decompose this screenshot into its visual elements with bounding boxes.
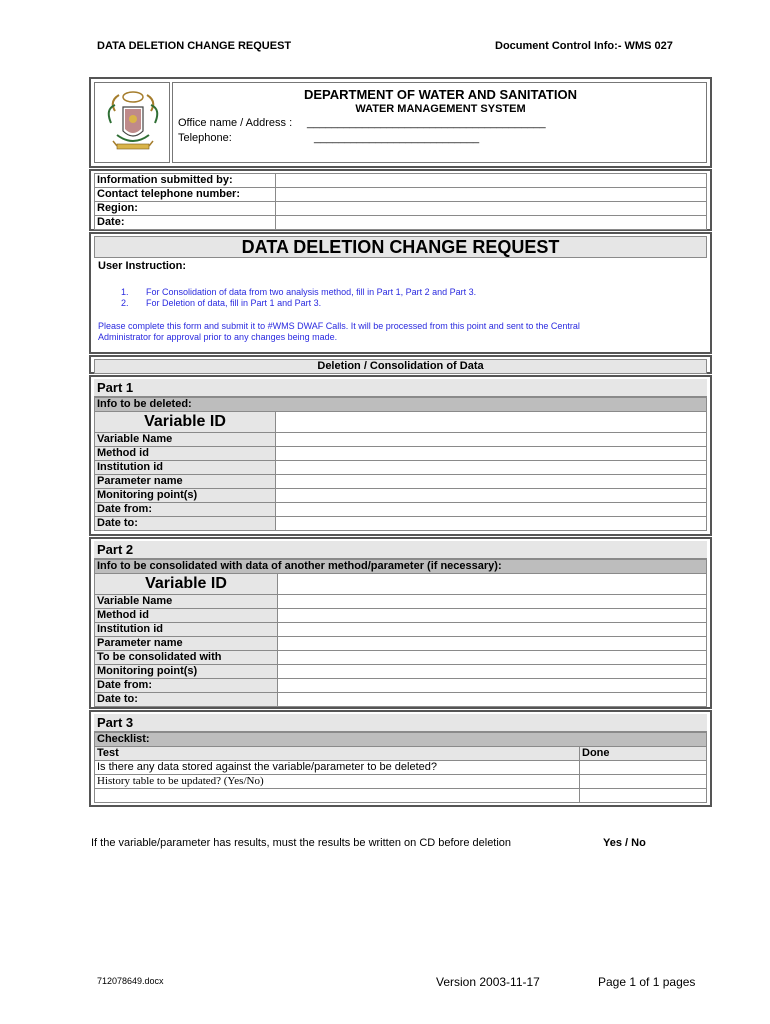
part-2-block [89,537,712,709]
footer-version: Version 2003-11-17 [436,975,540,989]
part-2-monitoring-points-label: Monitoring point(s) [95,665,278,679]
part-1-title: Part 1 [94,379,707,397]
telephone-label: Telephone: [178,132,232,144]
part-1-date-to-label: Date to: [95,517,276,531]
date-label: Date: [95,216,276,230]
checklist-table [94,732,707,803]
part-1-row [95,503,707,517]
instruction-2-number: 2. [121,298,129,308]
checklist-done-3[interactable] [580,789,707,803]
submitted-by-row [95,174,707,188]
checklist-test-3[interactable] [95,789,580,803]
checklist-row [95,761,707,775]
coat-of-arms-cell [94,82,170,163]
part-2-table [94,559,707,707]
cd-backup-question: If the variable/parameter has results, must the results be written on CD before deletion [91,837,512,849]
user-instruction-label: User Instruction: [98,260,187,272]
part-2-variable-id-row [95,574,707,595]
part-2-monitoring-points-field[interactable] [278,665,707,679]
submitted-by-label: Information submitted by: [95,174,276,188]
part-1-date-from-field[interactable] [276,503,707,517]
part-1-method-id-label: Method id [95,447,276,461]
section-title: Deletion / Consolidation of Data [94,359,707,374]
part-2-row [95,651,707,665]
part-1-parameter-name-field[interactable] [276,475,707,489]
part-2-variable-name-label: Variable Name [95,595,278,609]
submission-note-line-1: Please complete this form and submit it to #WMS DWAF Calls. It will be processed from this point and sent to the Central [98,321,580,331]
part-2-subtitle: Info to be consolidated with data of another method/parameter (if necessary): [95,560,707,574]
part-2-variable-name-field[interactable] [278,595,707,609]
checklist-subtitle-row [95,733,707,747]
part-1-row [95,489,707,503]
part-2-title: Part 2 [94,541,707,559]
part-2-institution-id-field[interactable] [278,623,707,637]
contact-phone-field[interactable] [276,188,707,202]
part-2-date-to-field[interactable] [278,693,707,707]
part-1-variable-id-field[interactable] [276,412,707,433]
office-address-label: Office name / Address : [178,117,293,129]
submission-info-table [94,173,707,230]
cd-backup-answer[interactable]: Yes / No [603,837,646,849]
part-2-row [95,693,707,707]
checklist-row [95,789,707,803]
checklist-subtitle: Checklist: [95,733,707,747]
part-1-monitoring-points-field[interactable] [276,489,707,503]
submission-info-block [89,169,712,231]
part-1-monitoring-points-label: Monitoring point(s) [95,489,276,503]
part-1-variable-id-row [95,412,707,433]
part-2-row [95,609,707,623]
part-2-variable-id-label: Variable ID [95,574,278,595]
part-1-row [95,461,707,475]
contact-phone-row [95,188,707,202]
part-1-row [95,433,707,447]
checklist-done-header: Done [580,747,707,761]
part-2-parameter-name-label: Parameter name [95,637,278,651]
section-title-block [89,355,712,374]
date-field[interactable] [276,216,707,230]
coat-of-arms-logo [95,83,171,164]
part-1-variable-name-label: Variable Name [95,433,276,447]
part-1-parameter-name-label: Parameter name [95,475,276,489]
part-2-date-from-field[interactable] [278,679,707,693]
submission-note-line-2: Administrator for approval prior to any changes being made. [98,332,338,342]
part-1-subtitle-row [95,398,707,412]
part-2-row [95,637,707,651]
department-info-cell [172,82,707,163]
submitted-by-field[interactable] [276,174,707,188]
instruction-2-text: For Deletion of data, fill in Part 1 and Part 3. [146,298,322,308]
instruction-1-text: For Consolidation of data from two analysis method, fill in Part 1, Part 2 and Part 3. [146,287,477,297]
department-subtitle: WATER MANAGEMENT SYSTEM [355,103,526,115]
contact-phone-label: Contact telephone number: [95,188,276,202]
department-title: DEPARTMENT OF WATER AND SANITATION [304,87,577,102]
instruction-1-number: 1. [121,287,129,297]
part-2-method-id-label: Method id [95,609,278,623]
part-2-subtitle-row [95,560,707,574]
footer-filename: 712078649.docx [97,976,164,986]
part-2-date-from-label: Date from: [95,679,278,693]
part-2-consolidated-with-label: To be consolidated with [95,651,278,665]
part-1-institution-id-field[interactable] [276,461,707,475]
checklist-test-header: Test [95,747,580,761]
page-header-title: DATA DELETION CHANGE REQUEST [97,40,292,52]
instructions-block [89,232,712,354]
part-1-date-to-field[interactable] [276,517,707,531]
part-2-row [95,679,707,693]
part-1-institution-id-label: Institution id [95,461,276,475]
checklist-row [95,775,707,789]
part-2-row [95,623,707,637]
checklist-done-1[interactable] [580,761,707,775]
part-1-table [94,397,707,531]
part-2-method-id-field[interactable] [278,609,707,623]
footer-page-number: Page 1 of 1 pages [598,975,696,989]
telephone-line[interactable]: ___________________________ [314,132,480,144]
part-3-block [89,710,712,807]
part-2-row [95,595,707,609]
region-row [95,202,707,216]
part-1-method-id-field[interactable] [276,447,707,461]
region-label: Region: [95,202,276,216]
checklist-test-2: History table to be updated? (Yes/No) [95,775,580,789]
checklist-header-row [95,747,707,761]
document-control-info: Document Control Info:- WMS 027 [495,40,673,52]
checklist-test-1: Is there any data stored against the variable/parameter to be deleted? [95,761,580,775]
part-1-row [95,517,707,531]
part-1-row [95,475,707,489]
checklist-done-2[interactable] [580,775,707,789]
part-1-variable-id-label: Variable ID [95,412,276,433]
part-2-institution-id-label: Institution id [95,623,278,637]
part-1-block [89,375,712,536]
part-1-date-from-label: Date from: [95,503,276,517]
part-1-subtitle: Info to be deleted: [95,398,707,412]
date-row [95,216,707,230]
region-field[interactable] [276,202,707,216]
part-2-date-to-label: Date to: [95,693,278,707]
part-3-title: Part 3 [94,714,707,732]
part-2-variable-id-field[interactable] [278,574,707,595]
part-1-row [95,447,707,461]
part-1-variable-name-field[interactable] [276,433,707,447]
office-address-line[interactable]: _______________________________________ [307,117,546,129]
form-title-bar [94,236,707,258]
part-2-parameter-name-field[interactable] [278,637,707,651]
department-header-block [89,77,712,168]
form-title: DATA DELETION CHANGE REQUEST [241,237,560,257]
part-2-row [95,665,707,679]
part-2-consolidated-with-field[interactable] [278,651,707,665]
